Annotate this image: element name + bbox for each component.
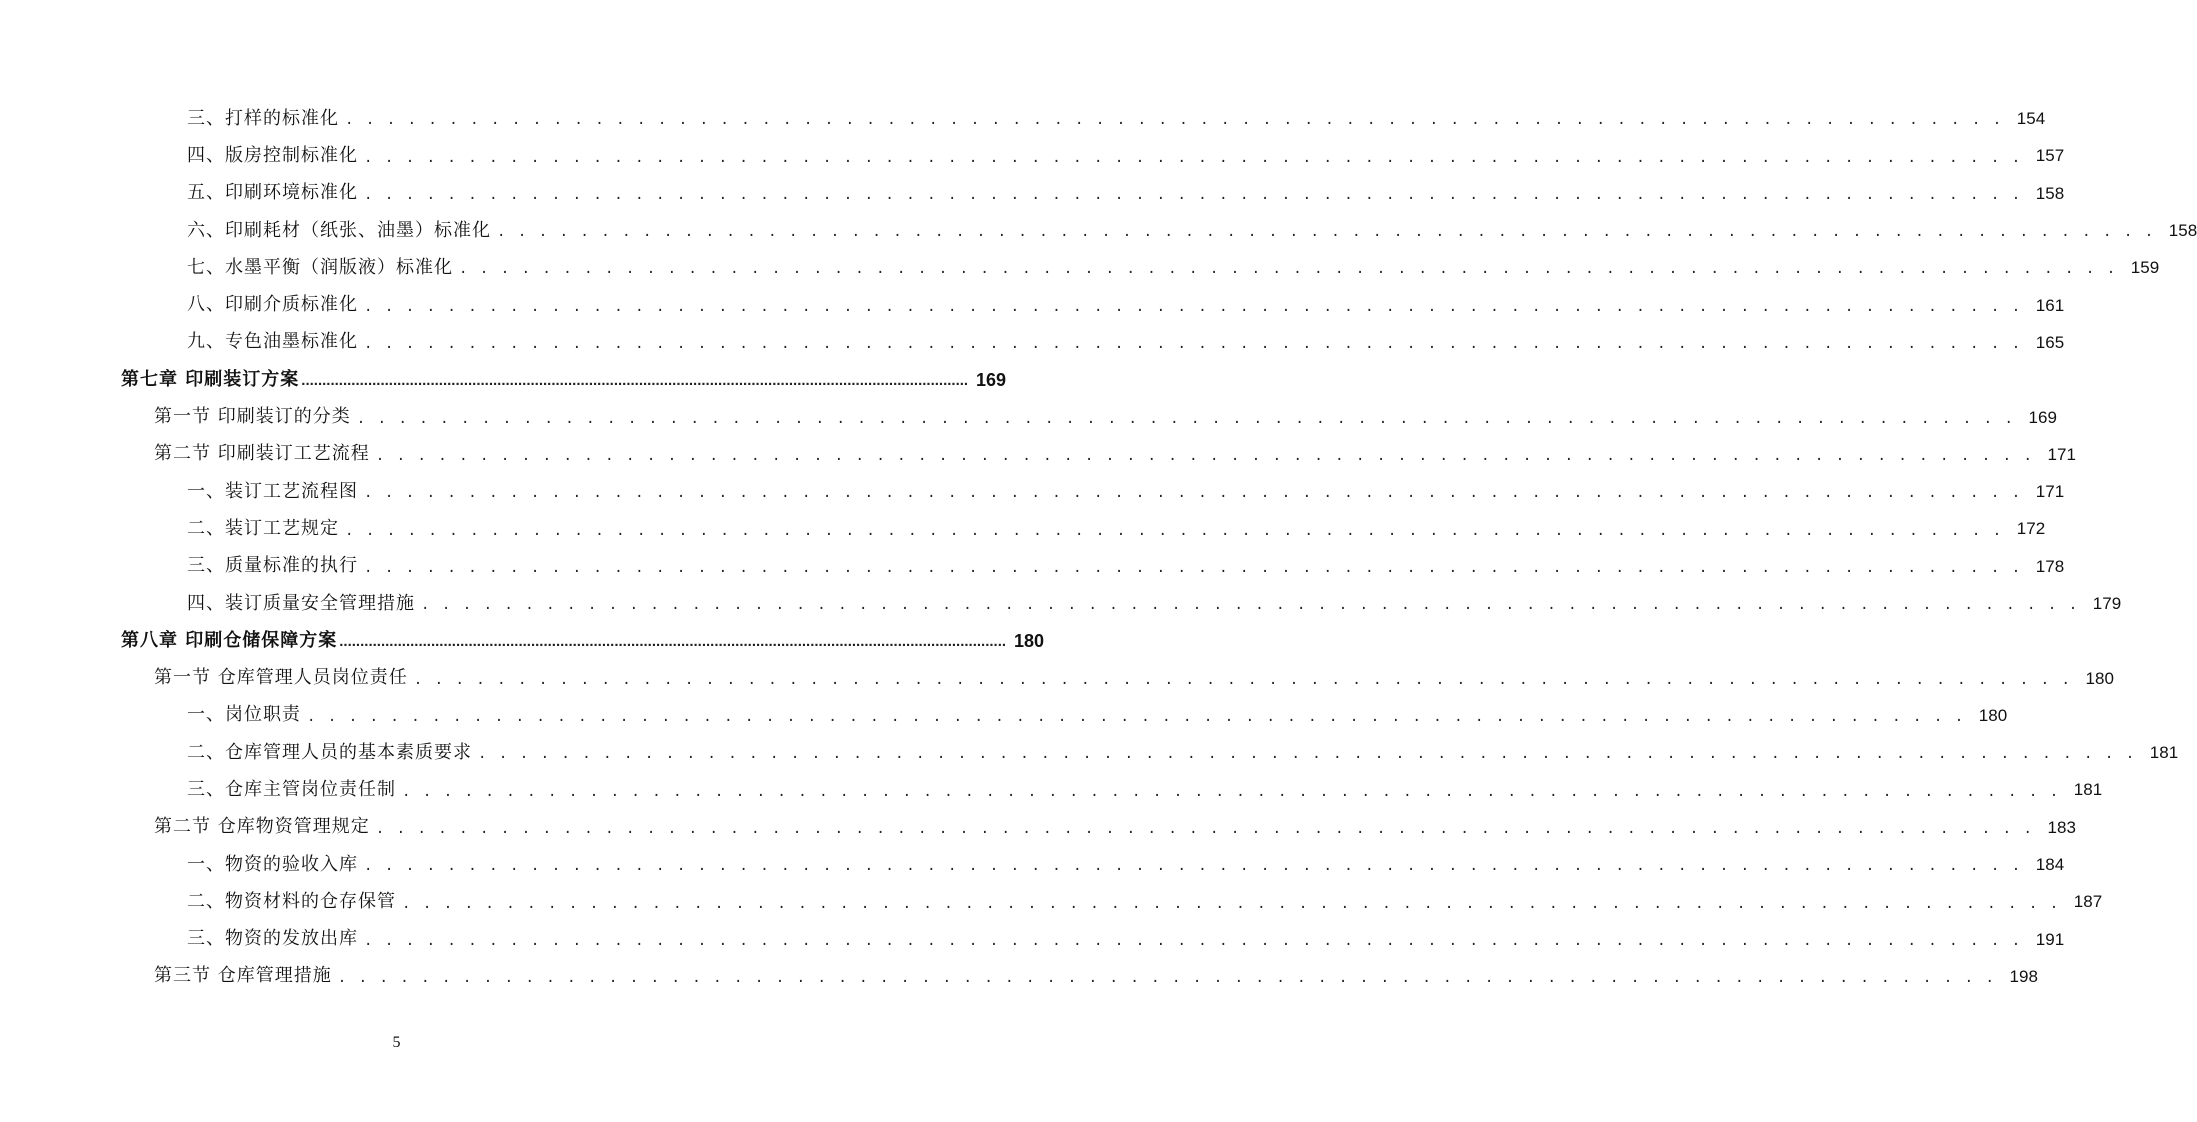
toc-chapter[interactable] bbox=[0, 361, 1007, 398]
toc-entry-page: 180 bbox=[2085, 668, 2114, 688]
toc-entry-page: 158 bbox=[2168, 221, 2197, 241]
table-of-contents bbox=[0, 100, 2197, 995]
toc-item[interactable] bbox=[0, 100, 2046, 137]
toc-entry-title: 一、装订工艺流程图 bbox=[187, 480, 358, 502]
dot-leader: . . . . . . . . . . . . . . . . . . . . . . . . . . . . . . . . . . . . . . . . . . . . . . . . . . . . . . . . . . . . . . . . . . . . . . . . . . . . . . . . bbox=[364, 149, 2023, 166]
dot-leader: . . . . . . . . . . . . . . . . . . . . . . . . . . . . . . . . . . . . . . . . . . . . . . . . . . . . . . . . . . . . . . . . . . . . . . . . . . . . . . . . bbox=[345, 112, 2004, 129]
toc-entry-title: 三、质量标准的执行 bbox=[187, 555, 358, 577]
toc-entry-page: 187 bbox=[2073, 892, 2103, 912]
toc-item[interactable] bbox=[0, 324, 2065, 361]
toc-item[interactable] bbox=[0, 249, 2160, 286]
toc-section[interactable] bbox=[0, 809, 2076, 846]
toc-item[interactable] bbox=[0, 137, 2065, 174]
toc-entry-page: 181 bbox=[2149, 743, 2179, 763]
toc-entry-title: 二、仓库管理人员的基本素质要求 bbox=[187, 741, 472, 763]
dot-leader: . . . . . . . . . . . . . . . . . . . . . . . . . . . . . . . . . . . . . . . . . . . . . . . . . . . . . . . . . . . . . . . . . . . . . . . . . . . . . . . . bbox=[478, 746, 2137, 763]
toc-entry-page: 180 bbox=[1978, 705, 2008, 725]
toc-item[interactable] bbox=[0, 734, 2179, 771]
dot-leader: . . . . . . . . . . . . . . . . . . . . . . . . . . . . . . . . . . . . . . . . . . . . . . . . . . . . . . . . . . . . . . . . . . . . . . . . . . . . . . . . bbox=[459, 261, 2118, 278]
dot-leader: . . . . . . . . . . . . . . . . . . . . . . . . . . . . . . . . . . . . . . . . . . . . . . . . . . . . . . . . . . . . . . . . . . . . . . . . . . . . . . . . bbox=[364, 186, 2023, 203]
toc-entry-page: 184 bbox=[2035, 855, 2065, 875]
toc-item[interactable] bbox=[0, 846, 2065, 883]
toc-entry-title: 三、物资的发放出库 bbox=[187, 928, 358, 950]
toc-entry-title: 四、装订质量安全管理措施 bbox=[187, 592, 415, 614]
toc-entry-title: 第八章 印刷仓储保障方案 bbox=[121, 629, 338, 651]
toc-item[interactable] bbox=[0, 585, 2122, 622]
dot-leader: . . . . . . . . . . . . . . . . . . . . . . . . . . . . . . . . . . . . . . . . . . . . . . . . . . . . . . . . . . . . . . . . . . . . . . . . . . . . . . . . bbox=[364, 298, 2023, 315]
toc-entry-page: 178 bbox=[2035, 556, 2065, 576]
toc-entry-page: 179 bbox=[2092, 594, 2122, 613]
toc-entry-page: 169 bbox=[976, 369, 1007, 390]
toc-entry-title: 九、专色油墨标准化 bbox=[187, 331, 358, 353]
dot-leader: ................................................................................................................................................................ bbox=[339, 633, 1007, 651]
toc-entry-title: 八、印刷介质标准化 bbox=[187, 294, 358, 316]
dot-leader: . . . . . . . . . . . . . . . . . . . . . . . . . . . . . . . . . . . . . . . . . . . . . . . . . . . . . . . . . . . . . . . . . . . . . . . . . . . . . . . . bbox=[364, 932, 2023, 949]
toc-entry-page: 154 bbox=[2016, 109, 2046, 129]
dot-leader: . . . . . . . . . . . . . . . . . . . . . . . . . . . . . . . . . . . . . . . . . . . . . . . . . . . . . . . . . . . . . . . . . . . . . . . . . . . . . . . . bbox=[356, 410, 2015, 427]
toc-section[interactable] bbox=[0, 398, 2057, 435]
dot-leader: . . . . . . . . . . . . . . . . . . . . . . . . . . . . . . . . . . . . . . . . . . . . . . . . . . . . . . . . . . . . . . . . . . . . . . . . . . . . . . . . bbox=[375, 447, 2034, 464]
toc-item[interactable] bbox=[0, 697, 2008, 734]
toc-entry-page: 191 bbox=[2035, 929, 2065, 949]
toc-entry-page: 169 bbox=[2028, 407, 2057, 427]
toc-section[interactable] bbox=[0, 958, 2038, 995]
dot-leader: . . . . . . . . . . . . . . . . . . . . . . . . . . . . . . . . . . . . . . . . . . . . . . . . . . . . . . . . . . . . . . . . . . . . . . . . . . . . . . . . bbox=[307, 709, 1966, 726]
toc-entry-page: 181 bbox=[2073, 780, 2103, 800]
toc-entry-page: 171 bbox=[2035, 482, 2065, 502]
toc-item[interactable] bbox=[0, 510, 2046, 547]
toc-entry-page: 165 bbox=[2035, 332, 2065, 352]
toc-entry-title: 二、装订工艺规定 bbox=[187, 517, 339, 539]
dot-leader: . . . . . . . . . . . . . . . . . . . . . . . . . . . . . . . . . . . . . . . . . . . . . . . . . . . . . . . . . . . . . . . . . . . . . . . . . . . . . . . . bbox=[421, 597, 2080, 614]
dot-leader: . . . . . . . . . . . . . . . . . . . . . . . . . . . . . . . . . . . . . . . . . . . . . . . . . . . . . . . . . . . . . . . . . . . . . . . . . . . . . . . . bbox=[364, 858, 2023, 875]
dot-leader: . . . . . . . . . . . . . . . . . . . . . . . . . . . . . . . . . . . . . . . . . . . . . . . . . . . . . . . . . . . . . . . . . . . . . . . . . . . . . . . . bbox=[337, 970, 1996, 987]
toc-item[interactable] bbox=[0, 921, 2065, 958]
dot-leader: . . . . . . . . . . . . . . . . . . . . . . . . . . . . . . . . . . . . . . . . . . . . . . . . . . . . . . . . . . . . . . . . . . . . . . . . . . . . . . . . bbox=[402, 783, 2061, 800]
dot-leader: . . . . . . . . . . . . . . . . . . . . . . . . . . . . . . . . . . . . . . . . . . . . . . . . . . . . . . . . . . . . . . . . . . . . . . . . . . . . . . . . bbox=[402, 895, 2061, 912]
toc-item[interactable] bbox=[0, 548, 2065, 585]
toc-entry-page: 157 bbox=[2035, 146, 2065, 166]
toc-entry-page: 172 bbox=[2016, 519, 2046, 539]
toc-entry-title: 三、打样的标准化 bbox=[187, 107, 339, 129]
page-number: 5 bbox=[392, 1034, 401, 1051]
toc-entry-page: 161 bbox=[2035, 295, 2065, 315]
toc-entry-title: 第一节 印刷装订的分类 bbox=[154, 406, 351, 428]
toc-section[interactable] bbox=[0, 659, 2114, 696]
dot-leader: . . . . . . . . . . . . . . . . . . . . . . . . . . . . . . . . . . . . . . . . . . . . . . . . . . . . . . . . . . . . . . . . . . . . . . . . . . . . . . . . bbox=[413, 671, 2072, 688]
toc-entry-title: 第一节 仓库管理人员岗位责任 bbox=[154, 667, 408, 689]
toc-item[interactable] bbox=[0, 771, 2103, 808]
toc-item[interactable] bbox=[0, 473, 2065, 510]
toc-entry-title: 二、物资材料的仓存保管 bbox=[187, 890, 396, 912]
dot-leader: . . . . . . . . . . . . . . . . . . . . . . . . . . . . . . . . . . . . . . . . . . . . . . . . . . . . . . . . . . . . . . . . . . . . . . . . . . . . . . . . bbox=[364, 485, 2023, 502]
dot-leader: . . . . . . . . . . . . . . . . . . . . . . . . . . . . . . . . . . . . . . . . . . . . . . . . . . . . . . . . . . . . . . . . . . . . . . . . . . . . . . . . bbox=[364, 336, 2023, 353]
toc-entry-page: 158 bbox=[2035, 183, 2065, 203]
toc-entry-title: 五、印刷环境标准化 bbox=[187, 182, 358, 204]
toc-entry-title: 四、版房控制标准化 bbox=[187, 144, 358, 166]
toc-item[interactable] bbox=[0, 286, 2065, 323]
toc-entry-title: 六、印刷耗材（纸张、油墨）标准化 bbox=[187, 219, 491, 241]
toc-entry-title: 第二节 仓库物资管理规定 bbox=[154, 816, 370, 838]
toc-entry-title: 七、水墨平衡（润版液）标准化 bbox=[187, 256, 453, 278]
toc-entry-title: 第二节 印刷装订工艺流程 bbox=[154, 443, 370, 465]
toc-entry-page: 171 bbox=[2047, 444, 2076, 464]
dot-leader: . . . . . . . . . . . . . . . . . . . . . . . . . . . . . . . . . . . . . . . . . . . . . . . . . . . . . . . . . . . . . . . . . . . . . . . . . . . . . . . . bbox=[375, 820, 2034, 837]
toc-item[interactable] bbox=[0, 212, 2197, 249]
toc-entry-title: 一、岗位职责 bbox=[187, 704, 301, 726]
dot-leader: ................................................................................................................................................................ bbox=[301, 372, 969, 390]
toc-entry-page: 180 bbox=[1014, 630, 1045, 651]
toc-item[interactable] bbox=[0, 175, 2065, 212]
toc-entry-title: 第七章 印刷装订方案 bbox=[121, 368, 300, 390]
toc-entry-page: 198 bbox=[2009, 966, 2038, 986]
toc-item[interactable] bbox=[0, 883, 2103, 920]
dot-leader: . . . . . . . . . . . . . . . . . . . . . . . . . . . . . . . . . . . . . . . . . . . . . . . . . . . . . . . . . . . . . . . . . . . . . . . . . . . . . . . . bbox=[497, 224, 2156, 241]
toc-entry-title: 一、物资的验收入库 bbox=[187, 853, 358, 875]
toc-entry-page: 183 bbox=[2047, 817, 2076, 837]
dot-leader: . . . . . . . . . . . . . . . . . . . . . . . . . . . . . . . . . . . . . . . . . . . . . . . . . . . . . . . . . . . . . . . . . . . . . . . . . . . . . . . . bbox=[345, 522, 2004, 539]
dot-leader: . . . . . . . . . . . . . . . . . . . . . . . . . . . . . . . . . . . . . . . . . . . . . . . . . . . . . . . . . . . . . . . . . . . . . . . . . . . . . . . . bbox=[364, 559, 2023, 576]
toc-chapter[interactable] bbox=[0, 622, 1045, 659]
toc-entry-title: 三、仓库主管岗位责任制 bbox=[187, 778, 396, 800]
toc-entry-title: 第三节 仓库管理措施 bbox=[154, 965, 332, 987]
toc-entry-page: 159 bbox=[2130, 258, 2160, 278]
toc-section[interactable] bbox=[0, 436, 2076, 473]
